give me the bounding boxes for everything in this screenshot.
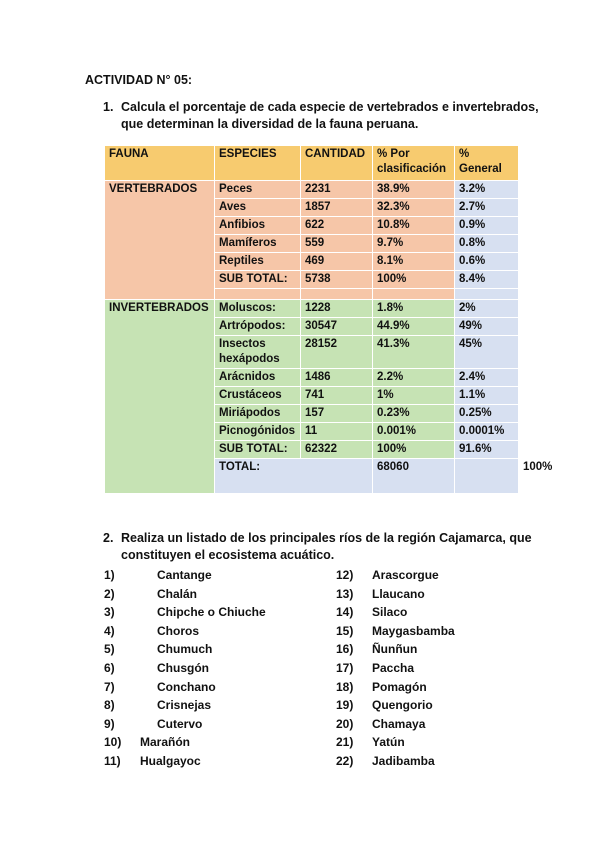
spacer-cell xyxy=(215,289,301,300)
pct-clasificacion-cell: 0.001% xyxy=(373,423,455,441)
river-number: 18) xyxy=(336,679,354,694)
river-number: 8) xyxy=(104,698,115,713)
pct-general-cell: 2.7% xyxy=(455,199,519,217)
header-pct-general: % General xyxy=(455,146,519,181)
cantidad-cell: 1228 xyxy=(301,300,373,318)
river-name: Choros xyxy=(157,623,199,638)
pct-clasificacion-cell: 1% xyxy=(373,387,455,405)
invertebrados-group-label: INVERTEBRADOS xyxy=(105,300,215,494)
river-number: 12) xyxy=(336,568,354,582)
cantidad-cell: 28152 xyxy=(301,336,373,369)
pct-clasificacion-cell: 9.7% xyxy=(373,235,455,253)
table-body xyxy=(105,181,553,494)
river-name: Marañón xyxy=(140,735,191,750)
cantidad-cell: 622 xyxy=(301,217,373,235)
pct-general-cell: 2% xyxy=(455,300,519,318)
especie-cell: Crustáceos xyxy=(215,387,301,405)
especie-cell: Reptiles xyxy=(215,253,301,271)
question-2-number: 2. xyxy=(103,531,114,545)
river-name: Paccha xyxy=(372,661,415,675)
pct-clasificacion-cell: 44.9% xyxy=(373,318,455,336)
especie-cell: Mamíferos xyxy=(215,235,301,253)
pct-clasificacion-cell: 41.3% xyxy=(373,336,455,369)
river-name: Crisnejas xyxy=(157,698,212,713)
question-2-text: Realiza un listado de los principales ríos de la región Cajamarca, que constituyen el ecosistema acuático. xyxy=(121,531,532,562)
cantidad-cell: 11 xyxy=(301,423,373,441)
pct-general-cell: 0.6% xyxy=(455,253,519,271)
cantidad-cell: 2231 xyxy=(301,181,373,199)
river-name: Hualgayoc xyxy=(140,754,201,768)
river-number: 19) xyxy=(336,698,354,713)
river-name: Conchano xyxy=(157,679,216,694)
header-pct-clasificacion: % Por clasificación xyxy=(373,146,455,181)
cantidad-cell: 62322 xyxy=(301,441,373,459)
pct-clasificacion-cell: 100% xyxy=(373,271,455,289)
river-number: 16) xyxy=(336,642,354,657)
especie-cell: SUB TOTAL: xyxy=(215,271,301,289)
river-number: 7) xyxy=(104,679,115,694)
pct-general-cell: 91.6% xyxy=(455,441,519,459)
river-name: Chumuch xyxy=(157,642,213,657)
cantidad-cell: 741 xyxy=(301,387,373,405)
river-name: Llaucano xyxy=(372,586,425,601)
especie-cell: Peces xyxy=(215,181,301,199)
pct-general-cell: 0.9% xyxy=(455,217,519,235)
river-number: 15) xyxy=(336,623,354,638)
activity-title: ACTIVIDAD N° 05: xyxy=(85,73,193,87)
especie-cell: Picnogónidos xyxy=(215,423,301,441)
especie-cell: Insectos hexápodos xyxy=(215,336,301,369)
pct-clasificacion-cell: 1.8% xyxy=(373,300,455,318)
total-row: TOTAL: 68060 100% xyxy=(105,459,519,494)
river-name: Silaco xyxy=(372,605,408,620)
river-number: 9) xyxy=(104,716,115,731)
total-label: TOTAL: xyxy=(215,459,373,494)
river-name: Maygasbamba xyxy=(372,623,455,638)
river-number: 5) xyxy=(104,642,115,657)
river-number: 14) xyxy=(336,605,354,620)
especie-cell: Moluscos: xyxy=(215,300,301,318)
especie-cell: Aves xyxy=(215,199,301,217)
cantidad-cell: 30547 xyxy=(301,318,373,336)
river-number: 17) xyxy=(336,661,354,675)
river-name: Chalán xyxy=(157,586,198,601)
spacer-cell xyxy=(373,289,455,300)
river-number: 22) xyxy=(336,754,354,768)
especie-cell: Anfibios xyxy=(215,217,301,235)
river-name: Arascorgue xyxy=(372,568,439,582)
vertebrados-group-label: VERTEBRADOS xyxy=(105,181,215,300)
pct-clasificacion-cell: 32.3% xyxy=(373,199,455,217)
pct-clasificacion-cell: 100% xyxy=(373,441,455,459)
river-name: Quengorio xyxy=(372,698,433,713)
pct-clasificacion-cell: 2.2% xyxy=(373,369,455,387)
pct-general-cell: 0.25% xyxy=(455,405,519,423)
table-header-row xyxy=(105,146,519,181)
spacer-cell xyxy=(455,289,519,300)
river-number: 6) xyxy=(104,661,115,675)
header-especies: ESPECIES xyxy=(215,146,301,181)
river-name: Pomagón xyxy=(372,679,427,694)
pct-general-cell: 45% xyxy=(455,336,519,369)
river-number: 2) xyxy=(104,586,115,601)
header-cantidad: CANTIDAD xyxy=(301,146,373,181)
especie-cell: Artrópodos: xyxy=(215,318,301,336)
question-1-number: 1. xyxy=(103,100,114,114)
cantidad-cell: 5738 xyxy=(301,271,373,289)
table-row xyxy=(105,181,519,199)
river-name: Chamaya xyxy=(372,716,426,731)
river-number: 20) xyxy=(336,716,354,731)
pct-clasificacion-cell: 8.1% xyxy=(373,253,455,271)
fauna-table xyxy=(104,145,553,494)
cantidad-cell: 559 xyxy=(301,235,373,253)
river-number: 21) xyxy=(336,735,354,750)
pct-general-cell: 8.4% xyxy=(455,271,519,289)
pct-general-cell: 2.4% xyxy=(455,369,519,387)
river-number: 13) xyxy=(336,586,354,601)
river-number: 11) xyxy=(104,754,121,768)
header-fauna: FAUNA xyxy=(105,146,215,181)
total-empty xyxy=(455,459,519,494)
river-name: Chipche o Chiuche xyxy=(157,605,266,620)
pct-general-cell: 3.2% xyxy=(455,181,519,199)
cantidad-cell: 469 xyxy=(301,253,373,271)
river-number: 3) xyxy=(104,605,115,620)
pct-clasificacion-cell: 10.8% xyxy=(373,217,455,235)
question-1-text: Calcula el porcentaje de cada especie de vertebrados e invertebrados, que determinan la diversidad de la fauna peruana. xyxy=(121,100,539,131)
pct-general-cell: 0.0001% xyxy=(455,423,519,441)
river-name: Yatún xyxy=(372,735,405,750)
river-name: Jadibamba xyxy=(372,754,435,768)
river-name: Ñunñun xyxy=(372,642,418,657)
especie-cell: Miriápodos xyxy=(215,405,301,423)
pct-clasificacion-cell: 0.23% xyxy=(373,405,455,423)
river-name: Cutervo xyxy=(157,716,203,731)
cantidad-cell: 1486 xyxy=(301,369,373,387)
pct-general-cell: 49% xyxy=(455,318,519,336)
river-name: Chusgón xyxy=(157,661,209,675)
cantidad-cell: 157 xyxy=(301,405,373,423)
river-number: 10) xyxy=(104,735,122,750)
question-1 xyxy=(103,99,563,133)
table-row xyxy=(105,300,519,318)
river-number: 4) xyxy=(104,623,115,638)
cantidad-cell: 1857 xyxy=(301,199,373,217)
especie-cell: SUB TOTAL: xyxy=(215,441,301,459)
pct-general-cell: 0.8% xyxy=(455,235,519,253)
pct-clasificacion-cell: 38.9% xyxy=(373,181,455,199)
pct-general-cell: 1.1% xyxy=(455,387,519,405)
question-2 xyxy=(103,530,563,564)
river-number: 1) xyxy=(104,568,115,582)
spacer-cell xyxy=(301,289,373,300)
river-name: Cantange xyxy=(157,568,212,582)
total-cantidad: 68060 xyxy=(373,459,455,494)
especie-cell: Arácnidos xyxy=(215,369,301,387)
